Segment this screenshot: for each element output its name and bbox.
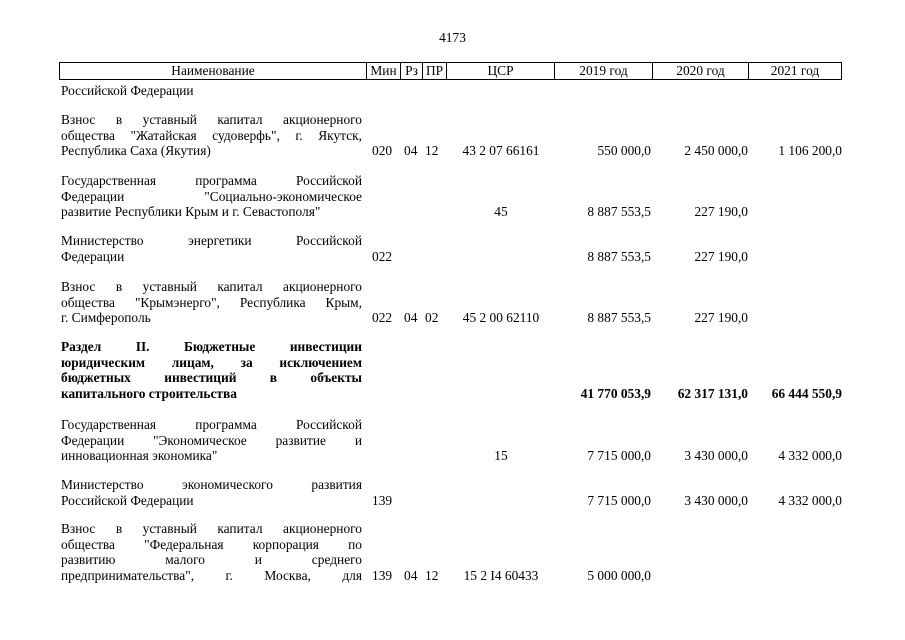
cell-pr: 02 [425,310,439,326]
header-rz: Рз [400,63,422,79]
header-name: Наименование [171,63,255,78]
row-name-line: Федерации [61,248,125,264]
row-name-line: Федерации "Социально-экономическое [61,188,362,204]
header-2019: 2019 год [554,63,652,79]
cell-rz: 04 [404,310,418,326]
row-name-line: Государственная программа Российской [61,417,362,432]
cell-y2020: 62 317 131,0 [677,385,748,401]
header-min: Мин [366,63,400,79]
cell-y2019: 7 715 000,0 [587,492,651,508]
cell-y2019: 550 000,0 [597,143,651,159]
cell-min: 020 [372,143,393,159]
row-name-line: бюджетных инвестиций в объекты [61,370,362,386]
cell-y2019: 5 000 000,0 [587,567,651,583]
cell-min: 022 [372,310,393,326]
row-name-line: предпринимательства", г. Москва, для [61,567,362,583]
cell-y2020: 227 190,0 [694,248,748,264]
cell-csr: 15 [494,448,508,464]
cell-csr: 43 2 07 66161 [462,143,540,159]
cell-y2020: 227 190,0 [694,204,748,220]
cell-y2021: 66 444 550,9 [771,385,842,401]
cell-y2021: 4 332 000,0 [778,448,842,464]
cell-rz: 04 [404,567,418,583]
cell-y2020: 2 450 000,0 [684,143,748,159]
row-name-line: общества "Федеральная корпорация по [61,536,362,552]
row-name-line: капитального строительства [61,385,237,401]
row-name-line: Раздел II. Бюджетные инвестиции [61,339,362,354]
page-number: 4173 [439,30,466,45]
row-name-line: г. Симферополь [61,310,151,326]
cell-y2019: 41 770 053,9 [580,385,651,401]
header-pr: ПР [422,63,446,79]
cell-csr: 15 2 I4 60433 [463,567,539,583]
row-name-line: юридическим лицам, за исключением [61,354,362,370]
header-csr: ЦСР [446,63,554,79]
row-name-line: Взнос в уставный капитал акционерного [61,521,362,536]
cell-pr: 12 [425,567,439,583]
header-2020: 2020 год [652,63,748,79]
cell-min: 139 [372,567,393,583]
row-name-line: Государственная программа Российской [61,173,362,188]
row-name-line: развитию малого и среднего [61,552,362,568]
cell-min: 139 [372,492,393,508]
table-header [59,62,842,80]
row-name-line: Республика Саха (Якутия) [61,143,211,159]
cell-y2020: 3 430 000,0 [684,448,748,464]
cell-y2019: 8 887 553,5 [587,204,651,220]
row-name-line: Взнос в уставный капитал акционерного [61,279,362,294]
cell-y2020: 227 190,0 [694,310,748,326]
cell-y2021: 1 106 200,0 [778,143,842,159]
cell-rz: 04 [404,143,418,159]
cell-csr: 45 [494,204,508,220]
row-name-line: Министерство энергетики Российской [61,233,362,248]
row-name-line: Федерации "Экономическое развитие и [61,432,362,448]
row-name-line: Российской Федерации [61,492,194,508]
cell-y2019: 7 715 000,0 [587,448,651,464]
row-name-line: развитие Республики Крым и г. Севастополя" [61,204,321,220]
row-name-line: общества "Жатайская судоверфь", г. Якутск, [61,127,362,143]
row-name-line: Взнос в уставный капитал акционерного [61,112,362,127]
cell-csr: 45 2 00 62110 [462,310,540,326]
cell-pr: 12 [425,143,439,159]
cell-min: 022 [372,248,393,264]
row-name-line: инновационная экономика" [61,448,218,464]
row-name-line: Российской Федерации [61,83,194,98]
cell-y2019: 8 887 553,5 [587,248,651,264]
cell-y2020: 3 430 000,0 [684,492,748,508]
header-2021: 2021 год [748,63,841,79]
row-name-line: Министерство экономического развития [61,477,362,492]
cell-y2019: 8 887 553,5 [587,310,651,326]
cell-y2021: 4 332 000,0 [778,492,842,508]
row-name-line: общества "Крымэнерго", Республика Крым, [61,294,362,310]
